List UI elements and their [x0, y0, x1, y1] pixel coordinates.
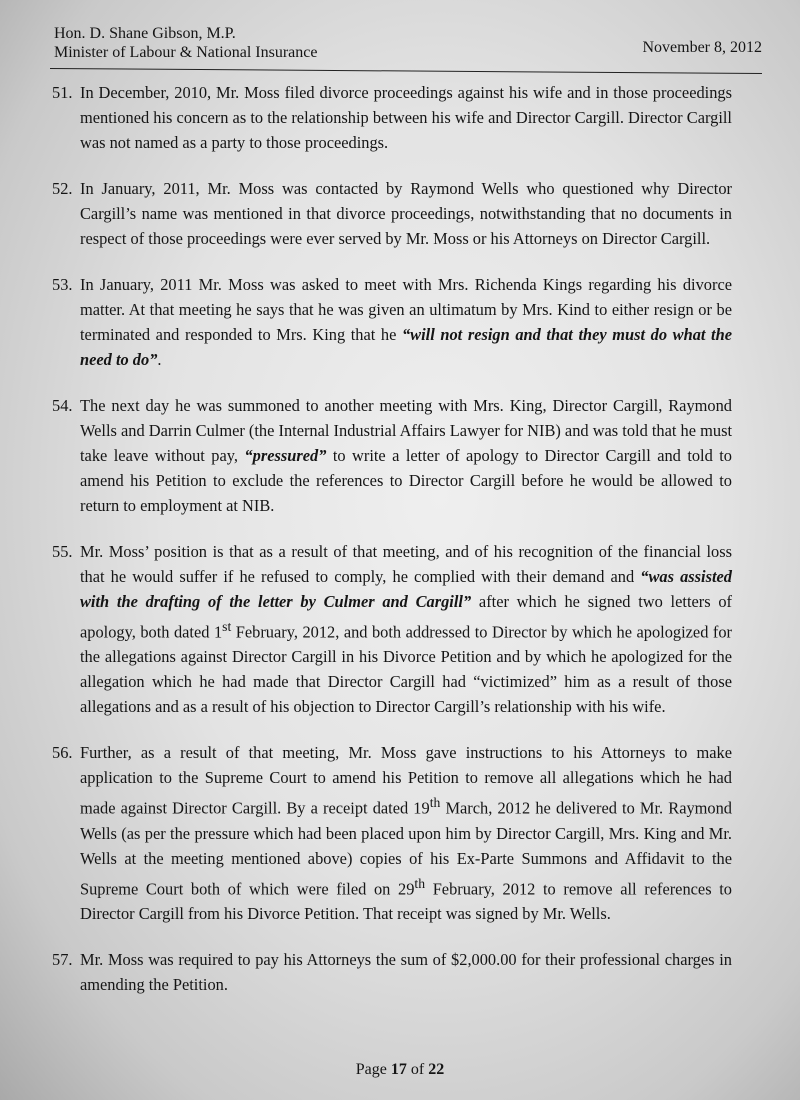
paragraph-text: Mr. Moss was required to pay his Attorneys the sum of $2,000.00 for their professional charges in amending the Petition.	[80, 950, 732, 995]
paragraph-52	[52, 176, 732, 251]
ordinal-suffix: st	[222, 619, 232, 634]
paragraph-number: 51.	[52, 83, 73, 102]
paragraph-55	[52, 539, 732, 719]
document-body	[52, 80, 732, 1018]
current-page-number: 17	[390, 1061, 407, 1078]
header-author-block	[54, 24, 317, 62]
header-date: November 8, 2012	[642, 39, 762, 56]
paragraph-text: to write a letter of apology to Director Cargill and told to amend his Petition to exclude the references to Director Cargill before he would be allowed to return to employment at NIB.	[80, 446, 733, 515]
ordinal-suffix: th	[414, 875, 426, 891]
paragraph-number: 57.	[52, 950, 73, 970]
ordinal-suffix: th	[429, 795, 441, 811]
paragraph-number: 52.	[52, 179, 73, 198]
paragraph-57	[52, 947, 732, 997]
paragraph-53	[52, 272, 732, 372]
paragraph-text: after which he signed two letters of apology, both dated 1	[80, 592, 733, 642]
header-author: Hon. D. Shane Gibson, M.P.	[54, 25, 236, 42]
paragraph-54	[52, 393, 732, 518]
paragraph-text: February, 2012, and both addressed to Director by which he apologized for the allegations against Director Cargill in his Divorce Petition and by which he apologized for the allegation which he had made that Director Cargill had “victimized” him as a result of those allegations and as a result of his objection to Director Cargill’s relationship with his wife.	[80, 622, 732, 717]
paragraph-text: The next day he was summoned to another meeting with Mrs. King, Director Cargill, Raymond Wells and Darrin Culmer (the Internal Industrial Affairs Lawyer for NIB) and was told that he must take leave without pay,	[80, 396, 732, 465]
page-footer	[0, 1061, 800, 1079]
paragraph-text: In December, 2010, Mr. Moss filed divorce proceedings against his wife and in those proceedings mentioned his concern as to the relationship between his wife and Director Cargill. Director Cargill was not named as a party to those proceedings.	[80, 83, 732, 152]
emphasized-quote: “will not resign and that they must do what the need to do”	[80, 325, 732, 369]
paragraph-text: In January, 2011 Mr. Moss was asked to meet with Mrs. Richenda Kings regarding his divorce matter. At that meeting he says that he was given an ultimatum by Mrs. Kind to either resign or be terminated and responded to Mrs. King that he	[80, 275, 732, 344]
of-label: of	[410, 1061, 425, 1078]
paragraph-number: 53.	[52, 275, 73, 294]
emphasized-quote: “was assisted with the drafting of the letter by Culmer and Cargill”	[80, 567, 732, 611]
paragraph-51	[52, 80, 732, 155]
emphasized-quote: “pressured”	[244, 446, 327, 465]
paragraph-text: Mr. Moss’ position is that as a result of that meeting, and of his recognition of the financial loss that he would suffer if he refused to comply, he complied with their demand and	[80, 542, 732, 586]
paragraph-text: .	[157, 350, 162, 369]
paragraph-text: In January, 2011, Mr. Moss was contacted by Raymond Wells who questioned why Director Cargill’s name was mentioned in that divorce proceedings, notwithstanding that no documents in respect of those proceedings were ever served by Mr. Moss or his Attorneys on Director Cargill.	[80, 179, 732, 248]
paragraph-number: 56.	[52, 743, 73, 763]
header-position: Minister of Labour & National Insurance	[54, 44, 318, 61]
paragraph-number: 55.	[52, 542, 73, 561]
total-pages-number: 22	[428, 1061, 445, 1078]
page-label: Page	[355, 1061, 387, 1078]
paragraph-text: Further, as a result of that meeting, Mr. Moss gave instructions to his Attorneys to make application to the Supreme Court to amend his Petition to remove all allegations which he had made against Director Cargill. By a receipt dated 19	[80, 743, 732, 818]
paragraph-56	[52, 740, 732, 926]
paragraph-number: 54.	[52, 396, 73, 415]
paragraph-text: February, 2012 to remove all references to Director Cargill from his Divorce Petition. That receipt was signed by Mr. Wells.	[80, 879, 732, 924]
paragraph-text: March, 2012 he delivered to Mr. Raymond Wells (as per the pressure which had been placed upon him by Director Cargill, Mrs. King and Mr. Wells at the meeting mentioned above) copies of his Ex-Parte Summons and Affidavit to the Supreme Court both of which were filed on 29	[80, 798, 732, 899]
